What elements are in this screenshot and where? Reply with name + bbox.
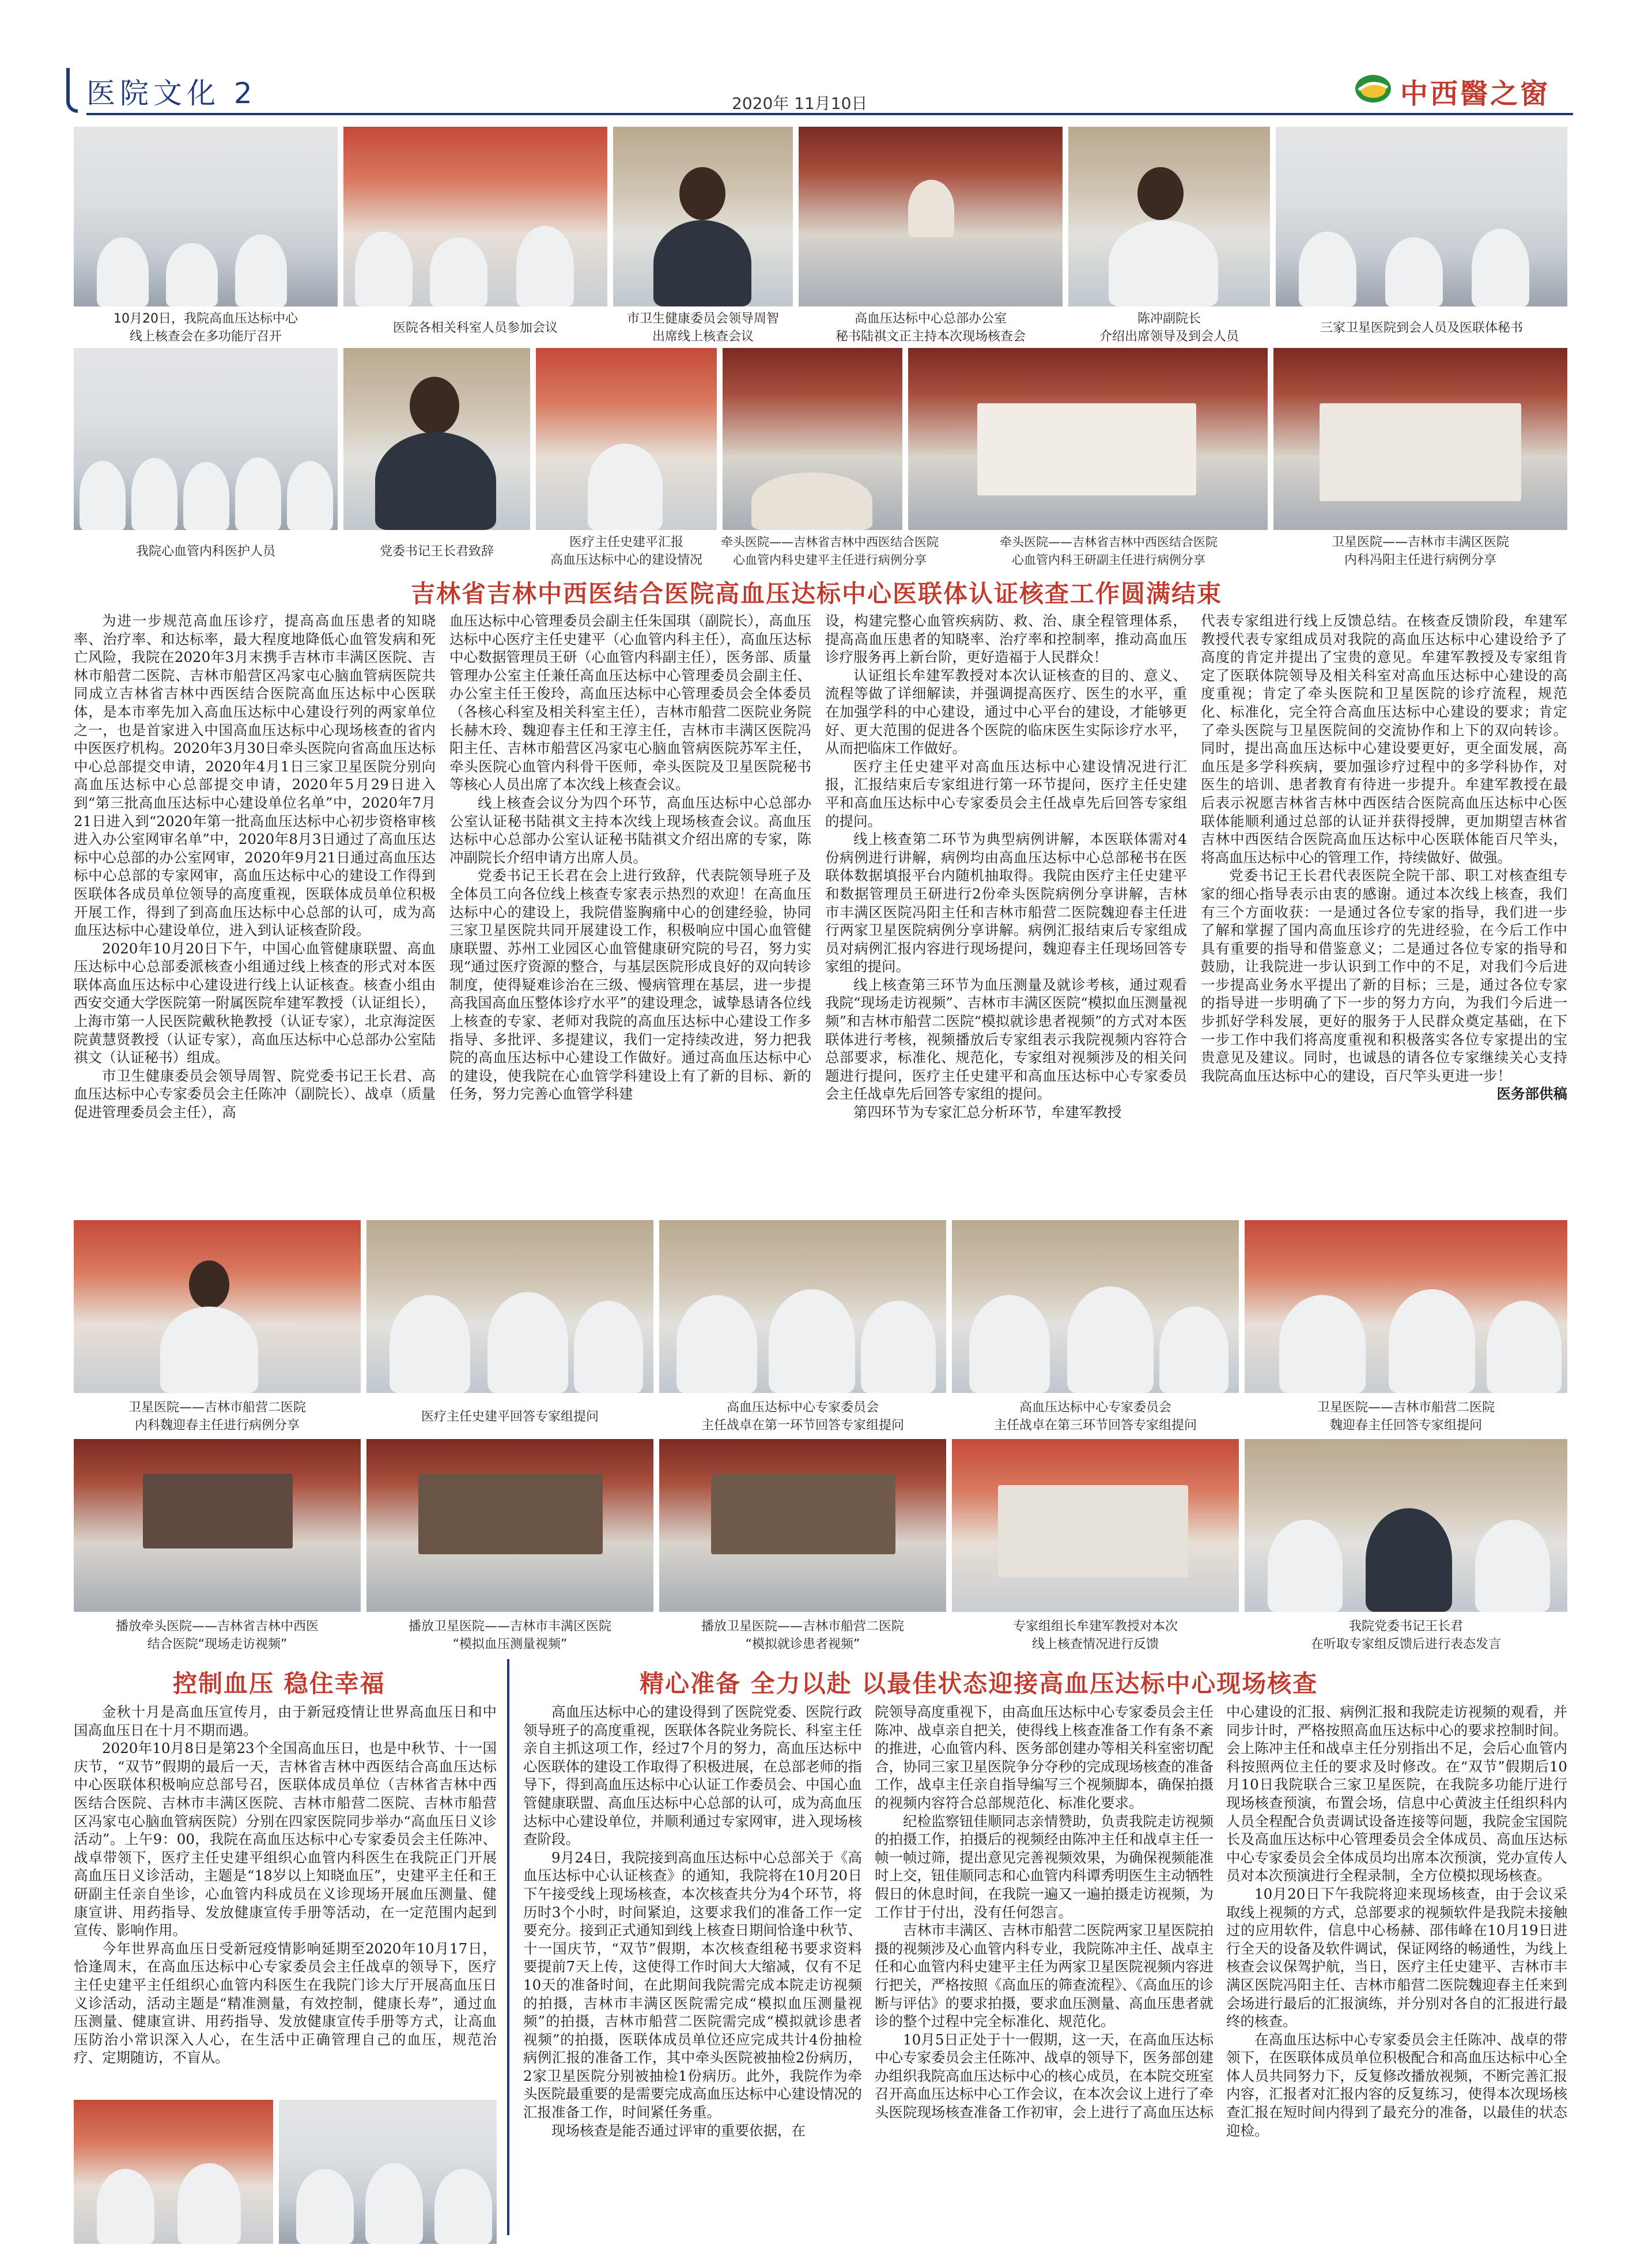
caption: 卫星医院——吉林市船营二医院 魏迎春主任回答专家组提问 — [1317, 1400, 1495, 1433]
photo-video-bp — [366, 1439, 653, 1612]
photo-meeting-hall — [74, 127, 338, 306]
caption: 我院党委书记王长君 在听取专家组反馈后进行表态发言 — [1310, 1619, 1501, 1652]
photo-zhou-zhi — [613, 127, 793, 306]
article2-body: 金秋十月是高血压宣传月，由于新冠疫情让世界高血压日和中国高血压日在十月不期而遇。 2020年10月8日是第23个全国高血压日，也是中秋节、十一国庆节，“双节”假期的最后一天，吉林省吉林中西医结合高血压达标中心医联体积极响应总部号召，医联体成员单位（吉林省吉林中西医结合医院、吉林市丰满区医院、吉林市船营二医院、吉林市船营区冯家屯心脑血管病医院）分别在四家医院同步举办“高血压日义诊活动”。上午9：00，我院在高血压达标中心专家委员会主任陈冲、战卓带领下，医疗主任史建平组织心血管内科医生在我院正门开展高血压日义诊活动，主题是“18岁以上知晓血压”，史建平主任和王研副主任亲自坐诊，心血管内科成员在义诊现场开展血压测量、健康宣讲、用药指导、发放健康宣传手册等活动，在一定范围内起到宣传、影响作用。 今年世界高血压日受新冠疫情影响延期至2020年10月17日，恰逢周末，在高血压达标中心专家委员会主任战卓的领导下，医疗主任史建平主任组织心血管内科医生在我院门诊大厅开展高血压日义诊活动，活动主题是“精准测量，有效控制，健康长寿”，通过血压测量、健康宣讲、用药指导、发放健康宣传手册等方式，让高血压防治小常识深入人心，在生活中正确管理自己的血压，规范治疗、定期随访，不盲从。 — [74, 1703, 497, 2066]
article1-column-2: 血压达标中心管理委员会副主任朱国琪（副院长），高血压达标中心医疗主任史建平（心血管内科主任），高血压达标中心数据管理员王研（心血管内科副主任），医务部、质量管理办公室主任兼任高血压达标中心管理委员会副主任、办公室主任王俊玲，高血压达标中心管理委员会全体委员（各核心科室及相关科室主任），吉林市船营二医院业务院长赫木玲、魏迎春主任和王淳主任，吉林市丰满区医院冯阳主任、吉林市船营区冯家屯心脑血管病医院苏军主任，牵头医院心血管内科骨干医师，牵头医院及卫星医院秘书等核心人员出席了本次线上核查会议。 线上核查会议分为四个环节，高血压达标中心总部办公室认证秘书陆祺文主持本次线上现场核查会议。高血压达标中心总部办公室认证秘书陆祺文介绍出席的专家，陈冲副院长介绍申请方出席人员。 党委书记王长君在会上进行致辞，代表院领导班子及全体员工向各位线上核查专家表示热烈的欢迎！在高血压达标中心的建设上，我院借鉴胸痛中心的创建经验，协同三家卫星医院共同开展建设工作，积极响应中国心血管健康联盟、苏州工业园区心血管健康研究院的号召，努力实现“通过医疗资源的整合，与基层医院形成良好的双向转诊制度，使得疑难诊治在三级、慢病管理在基层，进一步提高我国高血压整体诊疗水平”的建设理念，诚挚恳请各位线上核查的专家、老师对我院的高血压达标中心建设工作多指导、多批评、多提建议，我们一定持续改进，努力把我院的高血压达标中心建设工作做好。通过高血压达标中心的建设，使我院在心血管学科建设上有了新的目标、新的任务，努力完善心血管学科建 — [449, 612, 811, 1103]
caption: 专家组组长牟建军教授对本次 线上核查情况进行反馈 — [1012, 1619, 1178, 1652]
article-title: 吉林省吉林中西医结合医院高血压达标中心医联体认证核查工作圆满结束 — [410, 580, 1222, 608]
caption: 牵头医院——吉林省吉林中西医结合医院 心血管内科史建平主任进行病例分享 — [721, 535, 939, 567]
logo-text: 中西醫之窗 — [1400, 78, 1551, 110]
article1-column-1: 为进一步规范高血压诊疗，提高高血压患者的知晓率、治疗率、和达标率，最大程度地降低心血管发病和死亡风险，我院在2020年3月末携手吉林市丰满区医院、吉林市船营二医院、吉林市船营区冯家屯心脑血管病医院共同成立吉林省吉林中西医结合医院高血压达标中心医联体，是本市率先加入高血压达标中心建设行列的两家单位之一，也是首家进入中国高血压达标中心现场核查的省内中医医疗机构。2020年3月30日牵头医院向省高血压达标中心总部提交申请，2020年4月1日三家卫星医院分别向高血压达标中心总部提交申请，2020年5月29日进入到“第三批高血压达标中心建设单位名单”中，2020年7月21日进入到“2020年第一批高血压达标中心初步资格审核进入办公室网审名单”中，2020年8月3日通过了高血压达标中心总部的办公室网审，2020年9月21日通过高血压达标中心总部的专家网审，高血压达标中心的建设工作得到医联体各成员单位领导的高度重视，医联体成员单位积极开展工作，得到了到高血压达标中心总部的认可，成为高血压达标中心建设单位，进入到认证核查阶段。 2020年10月20日下午，中国心血管健康联盟、高血压达标中心总部委派核查小组通过线上核查的形式对本医联体高血压达标中心建设进行线上认证核查。核查小组由西安交通大学医院第一附属医院牟建军教授（认证组长），上海市第一人民医院戴秋艳教授（认证专家），北京海淀医院黄慧贤教授（认证专家），高血压达标中心总部办公室陆祺文（认证秘书）组成。 市卫生健康委员会领导周智、院党委书记王长君、高血压达标中心专家委员会主任陈冲（副院长）、战卓（质量促进管理委员会主任），高 — [74, 612, 436, 1121]
issue-date: 2020年 11月10日 — [732, 94, 868, 113]
caption: 党委书记王长君致辞 — [379, 544, 494, 559]
photo-attendees — [343, 127, 607, 306]
caption: 卫星医院——吉林市丰满区医院 内科冯阳主任进行病例分享 — [1331, 535, 1509, 567]
section-divider — [507, 1659, 509, 2235]
caption: 10月20日，我院高血压达标中心 线上核查会在多功能厅召开 — [114, 312, 298, 344]
photo-shi-jianping-report — [536, 348, 717, 530]
photo-video-screen — [799, 127, 1063, 306]
photo-free-clinic-1 — [74, 2100, 273, 2244]
caption: 医疗主任史建平回答专家组提问 — [421, 1410, 599, 1424]
caption: 高血压达标中心专家委员会 主任战卓在第三环节回答专家组提问 — [993, 1400, 1197, 1433]
logo-icon — [1354, 73, 1392, 105]
masthead-logo — [1354, 69, 1602, 109]
article3-column-2: 院领导高度重视下，由高血压达标中心专家委员会主任陈冲、战卓亲自把关，使得线上核查准备工作有条不紊的推进，心血管内科、医务部创建办等相关科室密切配合，协同三家卫星医院争分夺秒的完成现场核查的准备工作，战卓主任亲自指导编写三个视频脚本，确保拍摄的视频内容符合总部规范化、标准化要求。 纪检监察钮佳顺同志亲情赞助，负责我院走访视频的拍摄工作，拍摄后的视频经由陈冲主任和战卓主任一帧一帧过筛，提出意见完善视频效果，为确保视频能准时上交，钮佳顺同志和心血管内科谭秀明医生主动牺牲假日的休息时间，在我院一遍又一遍拍摄走访视频，为工作甘于付出，没有任何怨言。 吉林市丰满区、吉林市船营二医院两家卫星医院拍摄的视频涉及心血管内科专业，我院陈冲主任、战卓主任和心血管内科史建平主任为两家卫星医院视频内容进行把关，严格按照《高血压的筛查流程》、《高血压的诊断与评估》的要求拍摄，要求血压测量、高血压患者就诊的整个过程中完全标准化、规范化。 10月5日正处于十一假期，这一天，在高血压达标中心专家委员会主任陈冲、战卓的领导下，医务部创建办组织我院高血压达标中心的核心成员，在本院交班室召开高血压达标中心工作会议，在本次会议上进行了牵头医院现场核查准备工作初审，会上进行了高血压达标 — [875, 1703, 1214, 2121]
photo-case-shi — [723, 348, 902, 530]
photo-wang-changjun-speech — [1245, 1439, 1567, 1612]
photo-mou-jianjun-feedback — [952, 1439, 1239, 1612]
photo-zhan-zhuo-round1 — [659, 1220, 946, 1393]
photo-free-clinic-2 — [279, 2100, 497, 2244]
caption: 播放卫星医院——吉林市丰满区医院 “模拟血压测量视频” — [408, 1619, 611, 1652]
photo-zhan-zhuo-round3 — [952, 1220, 1239, 1393]
caption: 卫星医院——吉林市船营二医院 内科魏迎春主任进行病例分享 — [128, 1400, 306, 1433]
section-title: 医院文化 2 — [86, 77, 257, 110]
article1-column-3: 设，构建完整心血管疾病防、救、治、康全程管理体系，提高高血压患者的知晓率、治疗率和控制率，推动高血压诊疗服务再上新台阶，更好造福于人民群众！ 认证组长牟建军教授对本次认证核查的目的、意义、流程等做了详细解读，并强调提高医疗、医生的水平，重在加强学科的中心建设，通过中心平台的建设，才能够更好、更大范围的促进各个医院的临床医生实际诊疗水平，从而把临床工作做好。 医疗主任史建平对高血压达标中心建设情况进行汇报，汇报结束后专家组进行第一环节提问，医疗主任史建平和高血压达标中心专家委员会主任战卓先后回答专家组的提问。 线上核查第二环节为典型病例讲解，本医联体需对4份病例进行讲解，病例均由高血压达标中心总部秘书在医联体数据填报平台内随机抽取得。我院由医疗主任史建平和数据管理员王研进行2份牵头医院病例分享讲解，吉林市丰满区医院冯阳主任和吉林市船营二医院魏迎春主任进行两家卫星医院病例分享讲解。病例汇报结束后专家组成员对病例汇报内容进行现场提问，魏迎春主任现场回答专家组的提问。 线上核查第三环节为血压测量及就诊考核，通过观看我院“现场走访视频”、吉林市丰满区医院“模拟血压测量视频”和吉林市船营二医院“模拟就诊患者视频”的方式对本医联体进行考核，视频播放后专家组表示我院视频内容符合总部要求，标准化、规范化，专家组对视频涉及的相关问题进行提问，医疗主任史建平和高血压达标中心专家委员会主任战卓先后回答专家组的提问。 第四环节为专家汇总分析环节，牟建军教授 — [825, 612, 1187, 1121]
caption: 高血压达标中心总部办公室 秘书陆祺文正主持本次现场核查会 — [835, 312, 1026, 344]
photo-case-feng-yang — [1273, 348, 1567, 530]
photo-shi-jianping-answer — [366, 1220, 653, 1393]
photo-video-patient — [659, 1439, 946, 1612]
caption: 播放牵头医院——吉林省吉林中西医 结合医院“现场走访视频” — [115, 1619, 319, 1652]
caption: 三家卫星医院到会人员及医联体秘书 — [1320, 321, 1523, 335]
article1-signature: 医务部供稿 — [1496, 1085, 1567, 1103]
photo-chen-chong — [1068, 127, 1270, 306]
caption: 医疗主任史建平汇报 高血压达标中心的建设情况 — [550, 535, 702, 567]
caption: 我院心血管内科医护人员 — [135, 544, 275, 559]
article3-column-1: 高血压达标中心的建设得到了医院党委、医院行政领导班子的高度重视，医联体各院业务院长、科室主任亲自主抓这项工作，经过7个月的努力，高血压达标中心医联体的建设工作取得了积极进展，在总部老师的指导下，得到高血压达标中心认证工作委员会、中国心血管健康联盟、高血压达标中心总部的认可，成为高血压达标中心建设单位，并顺利通过专家网审，进入现场核查阶段。 9月24日，我院接到高血压达标中心总部关于《高血压达标中心认证核查》的通知，我院将在10月20日下午接受线上现场核查，本次核查共分为4个环节，将历时3个小时，时间紧迫，这要求我们的准备工作一定要充分。接到正式通知到线上核查日期间恰逢中秋节、十一国庆节，“双节”假期，本次核查组秘书要求资料要提前7天上传，这使得工作时间大大缩减，仅有不足10天的准备时间，在此期间我院需完成本院走访视频的拍摄，吉林市丰满区医院需完成“模拟血压测量视频”的拍摄，吉林市船营二医院需完成“模拟就诊患者视频”的拍摄，医联体成员单位还应完成共计4份抽检病例汇报的准备工作，其中牵头医院被抽检2份病历，2家卫星医院分别被抽检1份病历。此外，我院作为牵头医院最重要的是需要完成高血压达标中心建设情况的汇报准备工作，时间紧任务重。 现场核查是能否通过评审的重要依据，在 — [523, 1703, 862, 2139]
caption: 高血压达标中心专家委员会 主任战卓在第一环节回答专家组提问 — [701, 1400, 904, 1433]
photo-wei-yingchun-case — [74, 1220, 361, 1393]
header-bracket — [66, 68, 78, 113]
photo-wang-changjun — [343, 348, 530, 530]
article3-column-3: 中心建设的汇报、病例汇报和我院走访视频的观看，并同步计时，严格按照高血压达标中心的要求控制时间。会上陈冲主任和战卓主任分别指出不足，会后心血管内科按照两位主任的要求及时修改。在“双节”假期后10月10日我院联合三家卫星医院，在我院多功能厅进行现场核查预演，布置会场，信息中心黄波主任组织科内人员全程配合负责调试设备连接等问题，我院金宝国院长及高血压达标中心管理委员会全体成员、高血压达标中心专家委员会全体成员均出席本次预演，党办宣传人员对本次预演进行全程录制，全方位模拟现场核查。 10月20日下午我院将迎来现场核查，由于会议采取线上视频的方式，总部要求的视频软件是我院未接触过的应用软件，信息中心杨赫、邵伟峰在10月19日进行全天的设备及软件调试，保证网络的畅通性，为线上核查会议保驾护航，当日，医疗主任史建平、吉林市丰满区医院冯阳主任、吉林市船营二医院魏迎春主任来到会场进行最后的汇报演练，并分别对各自的汇报进行最终的核查。 在高血压达标中心专家委员会主任陈冲、战卓的带领下，在医联体成员单位积极配合和高血压达标中心全体人员共同努力下，反复修改播放视频，不断完善汇报内容，汇报者对汇报内容的反复练习，使得本次现场核查汇报在短时间内得到了最充分的准备，以最佳的状态迎检。 — [1226, 1703, 1567, 2139]
header-rule — [86, 113, 1573, 115]
photo-cardiology-staff — [74, 348, 338, 530]
caption: 播放卫星医院——吉林市船营二医院 “模拟就诊患者视频” — [701, 1619, 904, 1652]
caption: 牵头医院——吉林省吉林中西医结合医院 心血管内科王研副主任进行病例分享 — [1000, 535, 1218, 567]
caption: 陈冲副院长 介绍出席领导及到会人员 — [1099, 312, 1239, 344]
photo-case-wang-yan — [908, 348, 1268, 530]
photo-video-visit — [74, 1439, 361, 1612]
article2-title: 控制血压 稳住幸福 — [173, 1669, 385, 1698]
page-header — [0, 0, 1633, 115]
caption: 市卫生健康委员会领导周智 出席线上核查会议 — [626, 312, 779, 344]
caption: 医院各相关科室人员参加会议 — [392, 321, 558, 335]
article1-column-4: 代表专家组进行线上反馈总结。在核查反馈阶段，牟建军教授代表专家组成员对我院的高血压达标中心建设给予了高度的肯定并提出了宝贵的意见。牟建军教授及专家组肯定了医联体院领导及相关科室对高血压达标中心建设的高度重视；肯定了牵头医院和卫星医院的诊疗流程，规范化、标准化，完全符合高血压达标中心建设的要求；肯定了牵头医院与卫星医院间的交流协作和上下的双向转诊。同时，提出高血压达标中心建设要更好，更全面发展，高血压是多学科疾病，要加强诊疗过程中的多学科协作，对医生的培训、患者教育有待进一步提升。牟建军教授在最后表示祝愿吉林省吉林中西医结合医院高血压达标中心医联体能顺利通过总部的认证并获得授牌，更加期望吉林省吉林中西医结合医院高血压达标中心医联体能百尺竿头，将高血压达标中心的管理工作，持续做好、做强。 党委书记王长君代表医院全院干部、职工对核查组专家的细心指导表示由衷的感谢。通过本次线上核查，我们有三个方面收获：一是通过各位专家的指导，我们进一步了解和掌握了国内高血压诊疗的先进经验，在今后工作中具有重要的指导和借鉴意义；二是通过各位专家的指导和鼓励，让我院进一步认识到工作中的不足，对我们今后进一步提高业务水平提出了新的目标；三是，通过各位专家的指导进一步明确了下一步的努力方向，为我们今后进一步抓好学科发展，更好的服务于人民群众奠定基础，在下一步工作中我们将高度重视和积极落实各位专家提出的宝贵意见及建议。同时，也诚恳的请各位专家继续关心支持我院高血压达标中心的建设，百尺竿头更进一步！ 医务部供稿 — [1201, 612, 1567, 1103]
photo-satellite-staff — [1276, 127, 1567, 306]
photo-wei-yingchun-answer — [1245, 1220, 1567, 1393]
article3-title: 精心准备 全力以赴 以最佳状态迎接高血压达标中心现场核查 — [640, 1669, 1318, 1698]
